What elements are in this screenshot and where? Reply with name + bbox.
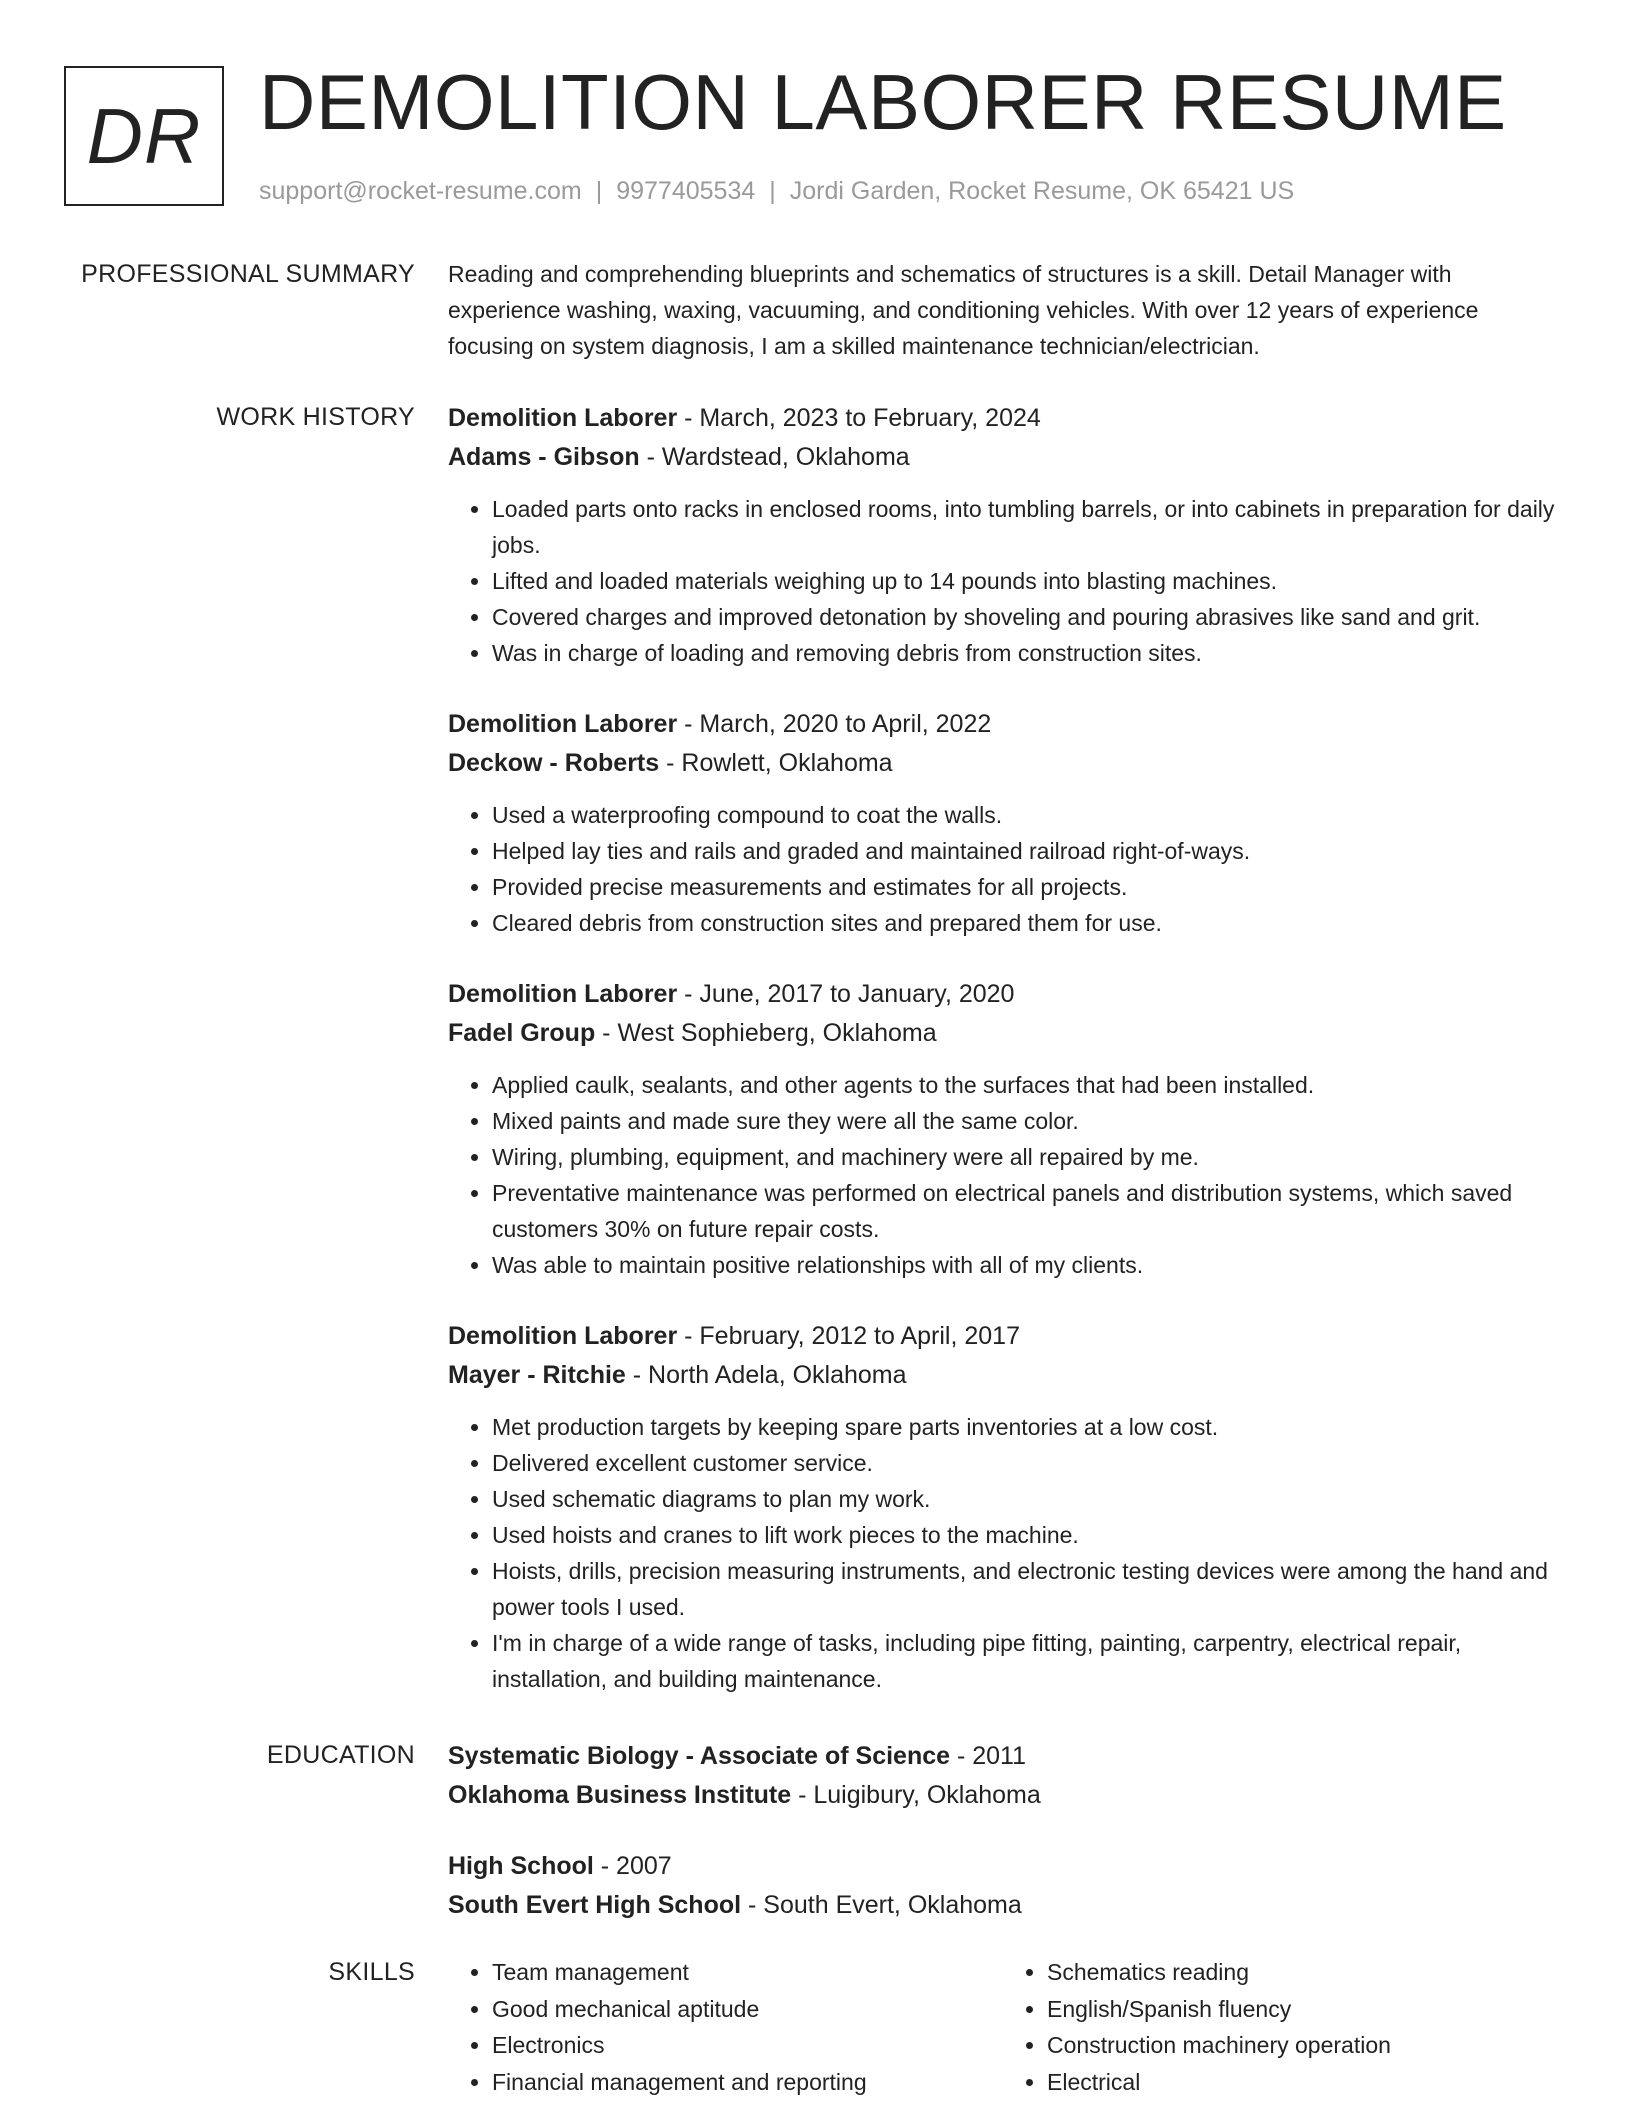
job-title: Demolition Laborer bbox=[448, 1322, 678, 1350]
education-school-line bbox=[448, 1776, 1558, 1815]
job-bullets bbox=[448, 1409, 1558, 1697]
job-company-line bbox=[448, 744, 1558, 783]
monogram-box: DR bbox=[64, 66, 224, 206]
education-entry bbox=[448, 1737, 1558, 1815]
education-body bbox=[448, 1737, 1558, 1957]
job-company-line bbox=[448, 1014, 1558, 1053]
job-dates: - June, 2017 to January, 2020 bbox=[677, 980, 1015, 1008]
skills-grid bbox=[448, 1954, 1558, 2100]
skill-item: • Construction machinery operation bbox=[1047, 2027, 1558, 2064]
summary-text: Reading and comprehending blueprints and schematics of structures is a skill. Detail Manager with experience washing, waxing, vacuuming, and conditioning vehicles. With over 12 years of experience focusing on system diagnosis, I am a skilled maintenance technician/electrician. bbox=[448, 261, 1479, 359]
job-title-line bbox=[448, 975, 1558, 1014]
job-bullet: • Loaded parts onto racks in enclosed rooms, into tumbling barrels, or into cabinets in preparation for daily jobs. bbox=[492, 491, 1558, 563]
summary-body bbox=[448, 256, 1558, 364]
job-bullets bbox=[448, 1067, 1558, 1283]
contact-separator: | bbox=[769, 177, 776, 205]
job-bullet: • Lifted and loaded materials weighing up to 14 pounds into blasting machines. bbox=[492, 563, 1558, 599]
education-location: - Luigibury, Oklahoma bbox=[791, 1781, 1041, 1809]
job-bullet: • Wiring, plumbing, equipment, and machinery were all repaired by me. bbox=[492, 1139, 1558, 1175]
contact-line bbox=[259, 174, 1294, 208]
job-bullet: • Was in charge of loading and removing debris from construction sites. bbox=[492, 635, 1558, 671]
section-label-skills: SKILLS bbox=[328, 1958, 415, 1986]
skill-item: • Schematics reading bbox=[1047, 1954, 1558, 1991]
skill-item: • Good mechanical aptitude bbox=[492, 1991, 1003, 2028]
job-company: Fadel Group bbox=[448, 1019, 596, 1047]
contact-email: support@rocket-resume.com bbox=[259, 177, 582, 205]
job-bullet: • Met production targets by keeping spare parts inventories at a low cost. bbox=[492, 1409, 1558, 1445]
skill-item: • Electrical bbox=[1047, 2064, 1558, 2101]
job-dates: - March, 2023 to February, 2024 bbox=[677, 404, 1041, 432]
skill-item: • Electronics bbox=[492, 2027, 1003, 2064]
job-bullet: • Used a waterproofing compound to coat the walls. bbox=[492, 797, 1558, 833]
job-bullet: • Applied caulk, sealants, and other agents to the surfaces that had been installed. bbox=[492, 1067, 1558, 1103]
education-degree-line bbox=[448, 1737, 1558, 1776]
education-year: - 2007 bbox=[593, 1852, 672, 1880]
contact-separator: | bbox=[595, 177, 603, 205]
education-entry bbox=[448, 1847, 1558, 1925]
skill-item: • Team management bbox=[492, 1954, 1003, 1991]
job-title-line bbox=[448, 1317, 1558, 1356]
education-degree-line bbox=[448, 1847, 1558, 1886]
work-history-body bbox=[448, 399, 1558, 1731]
education-degree: High School bbox=[448, 1852, 594, 1880]
job-location: - Wardstead, Oklahoma bbox=[639, 443, 910, 471]
job-company: Adams - Gibson bbox=[448, 443, 640, 471]
section-label-summary: PROFESSIONAL SUMMARY bbox=[81, 260, 415, 288]
job-bullet: • I'm in charge of a wide range of tasks, including pipe fitting, painting, carpentry, electrical repair, installation, and building maintenance. bbox=[492, 1625, 1558, 1697]
job-company-line bbox=[448, 438, 1558, 477]
job-bullets bbox=[448, 491, 1558, 671]
education-school: Oklahoma Business Institute bbox=[448, 1781, 792, 1809]
education-degree: Systematic Biology - Associate of Science bbox=[448, 1742, 951, 1770]
contact-address: Jordi Garden, Rocket Resume, OK 65421 US bbox=[789, 177, 1295, 205]
skills-column-left bbox=[448, 1954, 1003, 2100]
education-location: - South Evert, Oklahoma bbox=[741, 1891, 1022, 1919]
job-company: Deckow - Roberts bbox=[448, 749, 660, 777]
section-label-education: EDUCATION bbox=[266, 1741, 415, 1769]
job-bullet: • Cleared debris from construction sites and prepared them for use. bbox=[492, 905, 1558, 941]
job-entry bbox=[448, 975, 1558, 1283]
job-title-line bbox=[448, 705, 1558, 744]
education-year: - 2011 bbox=[950, 1742, 1027, 1770]
job-company-line bbox=[448, 1356, 1558, 1395]
job-title: Demolition Laborer bbox=[448, 404, 678, 432]
job-bullet: • Was able to maintain positive relationships with all of my clients. bbox=[492, 1247, 1558, 1283]
job-title-line bbox=[448, 399, 1558, 438]
job-bullet: • Used hoists and cranes to lift work pieces to the machine. bbox=[492, 1517, 1558, 1553]
job-location: - West Sophieberg, Oklahoma bbox=[595, 1019, 937, 1047]
job-company: Mayer - Ritchie bbox=[448, 1361, 626, 1389]
contact-phone: 9977405534 bbox=[616, 177, 756, 205]
job-bullets bbox=[448, 797, 1558, 941]
resume-title: DEMOLITION LABORER RESUME bbox=[259, 58, 1507, 146]
job-location: - Rowlett, Oklahoma bbox=[659, 749, 893, 777]
job-bullet: • Mixed paints and made sure they were all the same color. bbox=[492, 1103, 1558, 1139]
job-bullet: • Covered charges and improved detonation by shoveling and pouring abrasives like sand and grit. bbox=[492, 599, 1558, 635]
job-dates: - February, 2012 to April, 2017 bbox=[677, 1322, 1020, 1350]
skill-item: • Financial management and reporting bbox=[492, 2064, 1003, 2101]
job-bullet: • Preventative maintenance was performed on electrical panels and distribution systems, which saved customers 30% on future repair costs. bbox=[492, 1175, 1558, 1247]
job-entry bbox=[448, 1317, 1558, 1697]
job-title: Demolition Laborer bbox=[448, 980, 678, 1008]
education-school-line bbox=[448, 1886, 1558, 1925]
job-bullet: • Delivered excellent customer service. bbox=[492, 1445, 1558, 1481]
job-dates: - March, 2020 to April, 2022 bbox=[677, 710, 992, 738]
job-entry bbox=[448, 399, 1558, 671]
education-school: South Evert High School bbox=[448, 1891, 742, 1919]
job-entry bbox=[448, 705, 1558, 941]
job-bullet: • Used schematic diagrams to plan my work. bbox=[492, 1481, 1558, 1517]
job-bullet: • Hoists, drills, precision measuring instruments, and electronic testing devices were among the hand and power tools I used. bbox=[492, 1553, 1558, 1625]
job-title: Demolition Laborer bbox=[448, 710, 678, 738]
job-bullet: • Helped lay ties and rails and graded and maintained railroad right-of-ways. bbox=[492, 833, 1558, 869]
skills-body bbox=[448, 1954, 1558, 2100]
skills-column-right bbox=[1003, 1954, 1558, 2100]
skill-item: • English/Spanish fluency bbox=[1047, 1991, 1558, 2028]
job-bullet: • Provided precise measurements and estimates for all projects. bbox=[492, 869, 1558, 905]
section-label-work-history: WORK HISTORY bbox=[216, 403, 415, 431]
job-location: - North Adela, Oklahoma bbox=[625, 1361, 907, 1389]
